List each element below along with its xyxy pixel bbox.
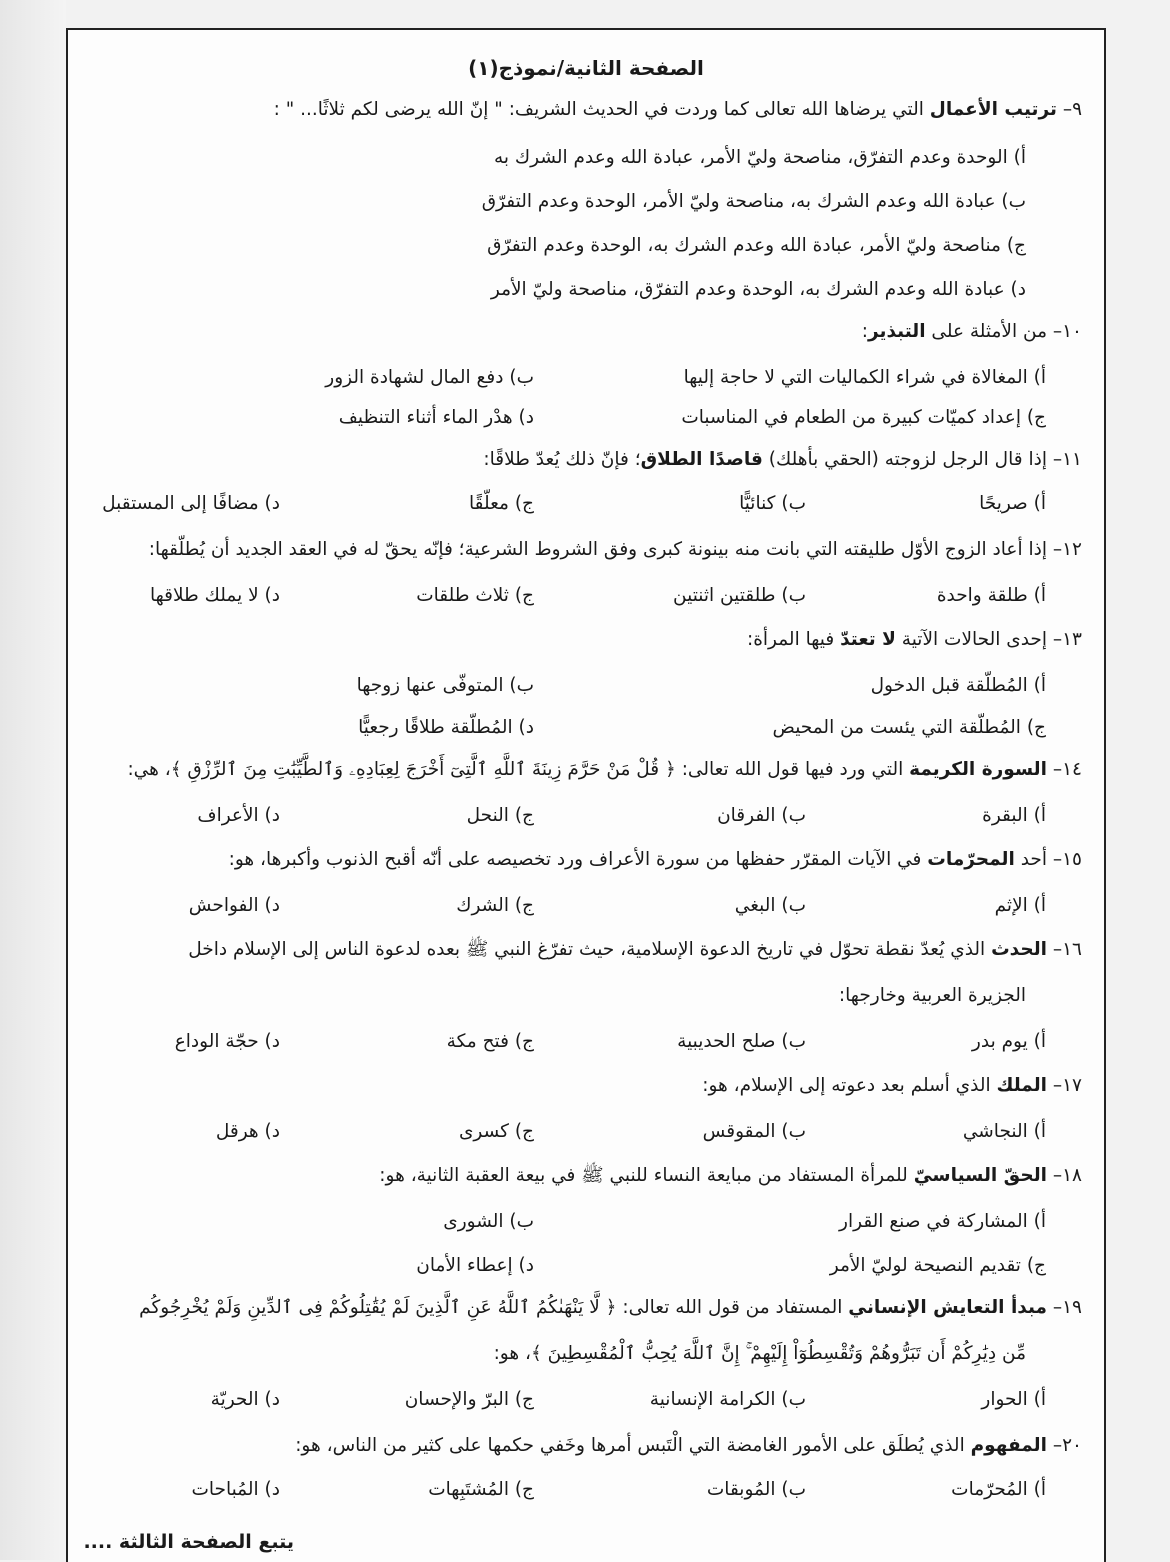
question-17-option-c: ج) كسرى — [458, 1121, 534, 1142]
question-12-option-c: ج) ثلاث طلقات — [416, 585, 534, 606]
question-20-option-d: د) المُباحات — [191, 1479, 280, 1500]
question-13-option-c: ج) المُطلّقة التي يئست من المحيض — [772, 717, 1046, 738]
question-9-option-b: ب) عبادة الله وعدم الشرك به، مناصحة وليّ الأمر، الوحدة وعدم التفرّق — [481, 191, 1026, 212]
question-9-option-c: ج) مناصحة وليّ الأمر، عبادة الله وعدم الشرك به، الوحدة وعدم التفرّق — [487, 235, 1026, 256]
question-19-option-b: ب) الكرامة الإنسانية — [649, 1389, 806, 1410]
question-19-option-c: ج) البرّ والإحسان — [404, 1389, 534, 1410]
question-13-stem: ١٣– إحدى الحالات الآتية لا تعتدّ فيها المرأة: — [746, 629, 1082, 650]
question-11-stem: ١١– إذا قال الرجل لزوجته (الحقي بأهلك) قاصدًا الطلاق؛ فإنّ ذلك يُعدّ طلاقًا: — [483, 449, 1082, 470]
question-19-stem: ١٩– مبدأ التعايش الإنساني المستفاد من قول الله تعالى: ﴿ لَّا يَنْهَىٰكُمُ ٱللَّهُ عَنِ ٱلَّذِينَ لَمْ يُقَٰتِلُوكُمْ فِى ٱلدِّينِ وَلَمْ يُخْرِجُوكُم — [139, 1297, 1082, 1318]
question-11-option-a: أ) صريحًا — [979, 493, 1046, 514]
question-16-stem: ١٦– الحدث الذي يُعدّ نقطة تحوّل في تاريخ الدعوة الإسلامية، حيث تفرّغ النبي ﷺ بعده لدعوة الناس إلى الإسلام داخل — [188, 939, 1082, 960]
question-18-option-b: ب) الشورى — [443, 1211, 534, 1232]
question-20-stem: ٢٠– المفهوم الذي يُطلَق على الأمور الغامضة التي الْتَبس أمرها وخَفي حكمها على كثير من الناس، هو: — [295, 1435, 1082, 1456]
question-12-option-d: د) لا يملك طلاقها — [150, 585, 280, 606]
question-14-stem: ١٤– السورة الكريمة التي ورد فيها قول الله تعالى: ﴿ قُلْ مَنْ حَرَّمَ زِينَةَ ٱللَّهِ ٱلَّتِىٓ أَخْرَجَ لِعِبَادِهِۦ وَٱلطَّيِّبَٰتِ مِنَ ٱلرِّزْقِ ﴾، هي: — [127, 759, 1082, 780]
question-12-option-b: ب) طلقتين اثنتين — [673, 585, 806, 606]
question-14-option-d: د) الأعراف — [197, 805, 280, 826]
question-15-option-c: ج) الشرك — [456, 895, 534, 916]
question-16-option-b: ب) صلح الحديبية — [677, 1031, 806, 1052]
question-19-option-a: أ) الحوار — [981, 1389, 1046, 1410]
question-9-option-a: أ) الوحدة وعدم التفرّق، مناصحة وليّ الأمر، عبادة الله وعدم الشرك به — [493, 147, 1026, 168]
question-10-option-a: أ) المغالاة في شراء الكماليات التي لا حاجة إليها — [683, 367, 1046, 388]
question-16-option-d: د) حجّة الوداع — [174, 1031, 280, 1052]
question-15-option-a: أ) الإثم — [994, 895, 1046, 916]
question-12-option-a: أ) طلقة واحدة — [936, 585, 1046, 606]
question-12-stem: ١٢– إذا أعاد الزوج الأوّل طليقته التي بانت منه بينونة كبرى وفق الشروط الشرعية؛ فإنّه يحقّ له في العقد الجديد أن يُطلّقها: — [148, 539, 1082, 560]
question-9-stem: ٩– ترتيب الأعمال التي يرضاها الله تعالى كما وردت في الحديث الشريف: " إنّ الله يرضى لكم ثلاثًا... " : — [273, 99, 1082, 120]
question-11-option-c: ج) معلّقًا — [469, 493, 534, 514]
page-content — [68, 30, 1104, 1562]
page-heading: الصفحة الثانية/نموذج(١) — [468, 56, 704, 80]
question-11-option-b: ب) كنائيًّا — [739, 493, 806, 514]
question-13-option-a: أ) المُطلّقة قبل الدخول — [870, 675, 1046, 696]
question-16-option-c: ج) فتح مكة — [446, 1031, 534, 1052]
question-14-option-b: ب) الفرقان — [717, 805, 806, 826]
page-shadow — [0, 0, 66, 1560]
question-keyword: ترتيب الأعمال — [929, 99, 1057, 120]
question-20-option-c: ج) المُشتَبِهات — [428, 1479, 534, 1500]
question-14-option-c: ج) النحل — [466, 805, 534, 826]
question-17-option-b: ب) المقوقس — [702, 1121, 806, 1142]
question-17-option-a: أ) النجاشي — [962, 1121, 1046, 1142]
question-15-option-d: د) الفواحش — [188, 895, 280, 916]
question-18-option-c: ج) تقديم النصيحة لوليّ الأمر — [829, 1255, 1046, 1276]
question-20-option-b: ب) المُوبقات — [706, 1479, 806, 1500]
question-10-option-c: ج) إعداد كميّات كبيرة من الطعام في المناسبات — [681, 407, 1046, 428]
question-19-option-d: د) الحريّة — [210, 1389, 280, 1410]
question-20-option-a: أ) المُحرّمات — [951, 1479, 1046, 1500]
question-18-stem: ١٨– الحقّ السياسيّ للمرأة المستفاد من مبايعة النساء للنبي ﷺ في بيعة العقبة الثانية، هو: — [379, 1165, 1082, 1186]
question-14-option-a: أ) البقرة — [982, 805, 1046, 826]
question-18-option-d: د) إعطاء الأمان — [416, 1255, 534, 1276]
question-15-option-b: ب) البغي — [734, 895, 806, 916]
question-13-option-b: ب) المتوفّى عنها زوجها — [356, 675, 534, 696]
question-16-option-a: أ) يوم بدر — [971, 1031, 1046, 1052]
exam-page — [66, 28, 1106, 1562]
question-10-option-b: ب) دفع المال لشهادة الزور — [325, 367, 534, 388]
continue-note: يتبع الصفحة الثالثة .... — [83, 1531, 294, 1553]
question-15-stem: ١٥– أحد المحرّمات في الآيات المقرّر حفظها من سورة الأعراف ورد تخصيصه على أنّه أقبح الذنوب وأكبرها، هو: — [228, 849, 1082, 870]
question-11-option-d: د) مضافًا إلى المستقبل — [102, 493, 280, 514]
question-10-stem: ١٠– من الأمثلة على التبذير: — [861, 321, 1082, 342]
question-19-stem-continued: مِّن دِيَٰرِكُمْ أَن تَبَرُّوهُمْ وَتُقْسِطُوٓاْ إِلَيْهِمْ ۚ إِنَّ ٱللَّهَ يُحِبُّ ٱلْمُقْسِطِينَ ﴾، هو: — [493, 1343, 1026, 1364]
question-9-option-d: د) عبادة الله وعدم الشرك به، الوحدة وعدم التفرّق، مناصحة وليّ الأمر — [490, 279, 1026, 300]
question-17-stem: ١٧– الملك الذي أسلم بعد دعوته إلى الإسلام، هو: — [702, 1075, 1082, 1096]
question-10-option-d: د) هدْر الماء أثناء التنظيف — [338, 407, 534, 428]
question-17-option-d: د) هرقل — [215, 1121, 280, 1142]
question-18-option-a: أ) المشاركة في صنع القرار — [839, 1211, 1046, 1232]
question-13-option-d: د) المُطلّقة طلاقًا رجعيًّا — [358, 717, 534, 738]
question-16-stem-continued: الجزيرة العربية وخارجها: — [838, 985, 1026, 1006]
